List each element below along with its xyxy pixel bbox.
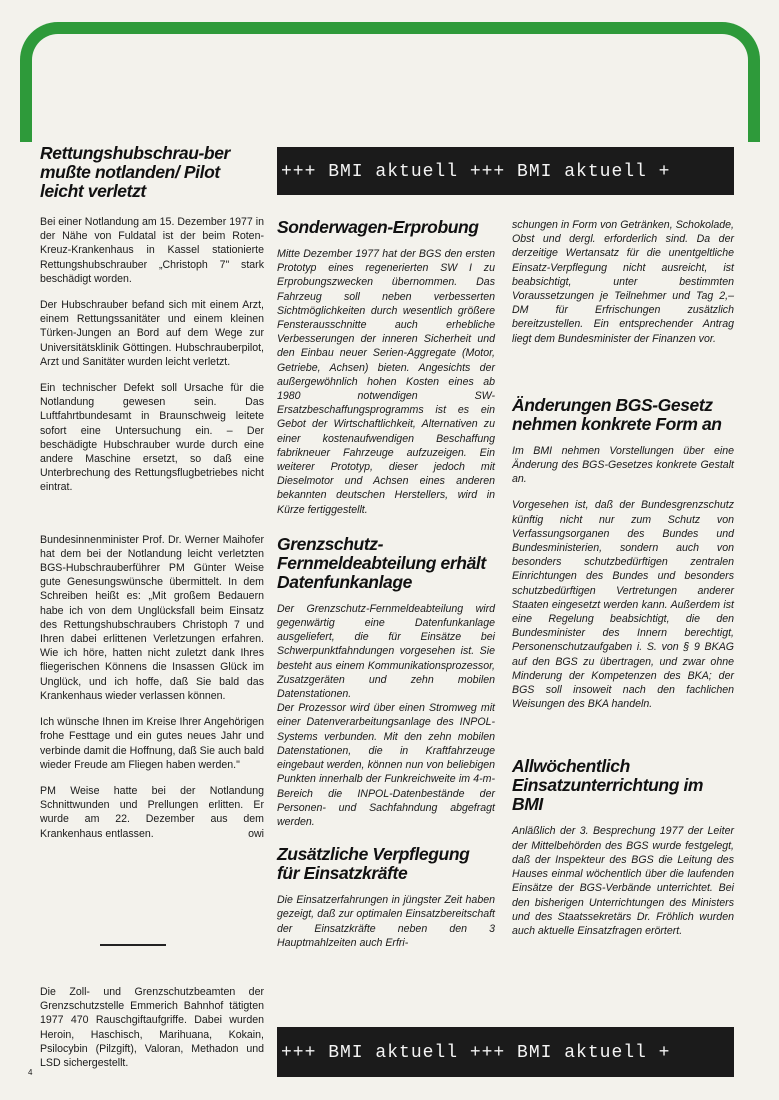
article-paragraph: Bundesinnenminister Prof. Dr. Werner Maihofer hat dem bei der Notlandung leicht verletzten BGS-Hubschrauberführer PM Günter Weise gute Genesungswünsche übermittelt. In dem Schreiben heißt es: „Mit großem Bedauern habe ich von dem Unglücksfall beim Einsatz des Rettungshubschraubers Christoph 7 und Ihren dabei erlittenen Verletzungen erfahren. Wie ich höre, hatten nicht zuletzt dank Ihres fliegerischen Könnens die Insassen Glück im Unglück, und ich hoffe, daß Sie bald das Krankenhaus wieder verlassen können. [40, 533, 264, 702]
article-paragraph: Ich wünsche Ihnen im Kreise Ihrer Angehörigen frohe Festtage und ein gutes neues Jahr und verbinde damit die Hoffnung, daß Sie auch bald wieder Freude am Fliegen haben werden." [40, 716, 264, 771]
right-column [512, 218, 734, 950]
article-paragraph: Im BMI nehmen Vorstellungen über eine Änderung des BGS-Gesetzes konkrete Gestalt an. [512, 444, 734, 486]
headline-allwoechentlich: Allwöchentlich Einsatzunterrichtung im BMI [512, 756, 704, 815]
headline-sonderwagen: Sonderwagen-Erprobung [277, 217, 479, 237]
article-paragraph: Mitte Dezember 1977 hat der BGS den ersten Prototyp eines regenerierten SW I zu Erprobungszwecken übernommen. Das Fahrzeug soll neben verbesserten Sichtmöglichkeiten durch wesentlich größere Fensterausschnitte auch erhebliche Verbesserungen der inneren Sicherheit und den Einbau neuer Serien-Aggregate (Motor, Getriebe, Achsen) bieten. Angesichts der außergewöhnlich hohen Kosten eines ab 1980 notwendigen SW-Ersatzbeschaffungsprogramms ist es ein Gebot der Wirtschaftlichkeit, Alternativen zu einer kostenaufwendigen Beschaffung fabrikneuer Fahrzeuge aufzuzeigen. Ein weiterer Prototyp, dieser jedoch mit Dieselmotor und Achsen eines anderen bekannten deutschen Herstellers, wird in Kürze fertiggestellt. [277, 248, 495, 516]
middle-column [277, 218, 495, 962]
article-paragraph: schungen in Form von Getränken, Schokolade, Obst und dergl. erforderlich sind. Da der derzeitige Wertansatz für die unentgeltliche Einsatz-Verpflegung nicht ausreicht, ist beabsichtigt, unter bestimmten Voraussetzungen je Teilnehmer und Tag 2,– DM für Erfrischungen zusätzlich bereitzustellen. Ein entsprechender Antrag liegt dem Bundesminister der Finanzen vor. [512, 219, 734, 345]
page-number: 4 [28, 1068, 33, 1077]
headline-rettungshubschrauber: Rettungshubschrau-ber mußte notlanden/ Pilot leicht verletzt [40, 143, 230, 201]
green-page-frame [20, 22, 760, 142]
article-paragraph: Die Einsatzerfahrungen in jüngster Zeit haben gezeigt, daß zur optimalen Einsatzbereitschaft der Einsatzkräfte neben den 3 Hauptmahlzeiten auch Erfri- [277, 894, 495, 949]
headline-grenzschutz-fernmeldeabteilung: Grenzschutz-Fernmeldeabteilung erhält Datenfunkanlage [277, 533, 486, 592]
article-paragraph: Der Grenzschutz-Fernmeldeabteilung wird gegenwärtig eine Datenfunkanlage ausgeliefert, die für Einsätze bei Schwerpunktfahndungen vorgesehen ist. Sie besteht aus einem Kommunikationsprozessor, Zusatzgeräten und zehn mobilen Datenstationen. [277, 602, 495, 701]
article-paragraph: Der Prozessor wird über einen Stromweg mit einer Datenverarbeitungsanlage des INPOL-Systems verbunden. Mit den zehn mobilen Datenstationen, die in Kraftfahrzeuge eingebaut werden, können nun von beliebigen Punkten innerhalb der Funkreichweite im 4-m-Bereich die INPOL-Datenbestände der Personen- und Sachfahndung abgefragt werden. [277, 702, 495, 828]
article-paragraph: Anläßlich der 3. Besprechung 1977 der Leiter der Mittelbehörden des BGS wurde festgelegt, daß der Inspekteur des BGS die Leitung des Hauses einmal wöchentlich über die laufenden Einsätze der BGS-Verbände unterrichtet. Bei den bisherigen Unterrichtungen des Ministers und des Staatssekretärs Dr. Fröhlich wurden auch aktuelle Einsatzfragen erörtert. [512, 825, 734, 937]
left-column-bottom [40, 985, 264, 1082]
bmi-aktuell-banner-bottom: +++ BMI aktuell +++ BMI aktuell + [277, 1027, 734, 1077]
article-paragraph: Vorgesehen ist, daß der Bundesgrenzschutz künftig nicht nur zum Schutz von Verfassungsorganen des Bundes und Bundesministerien, sondern auch von besonders schutzbedürftigen zentralen Einrichtungen des Bundes und besonders schutzbedürftigen Vertretungen anderer Staaten eingesetzt werden kann. Außerdem ist eine Regelung beabsichtigt, die den Bundesminister des Innern berechtigt, Personenschutzaufgaben i. S. von § 9 BKAG auf den BGS zu übertragen, und zwar ohne Minderung der Kompetenzen des BKA; der BGS soll insoweit nach den fachlichen Weisungen des BKA handeln. [512, 499, 734, 711]
article-paragraph: Der Hubschrauber befand sich mit einem Arzt, einem Rettungssanitäter und einem kleinen Türken-Jungen an Bord auf dem Wege zur Universitätsklinik Göttingen. Hubschrauberpilot, Arzt und Sanitäter wurden leicht verletzt. [40, 299, 264, 368]
bmi-aktuell-banner-top: +++ BMI aktuell +++ BMI aktuell + [277, 147, 734, 195]
article-paragraph: Ein technischer Defekt soll Ursache für die Notlandung gewesen sein. Das Luftfahrtbundesamt in Braunschweig leitete sofort eine Untersuchung ein. – Der beschädigte Hubschrauber wurde durch eine andere Maschine ersetzt, so daß eine Unterbrechung des Rettungsflugbetriebes nicht eintrat. [40, 382, 264, 494]
author-signature: owi [248, 827, 264, 840]
headline-zusaetzliche-verpflegung: Zusätzliche Verpflegung für Einsatzkräfte [277, 844, 470, 884]
headline-aenderungen-bgs-gesetz: Änderungen BGS-Gesetz nehmen konkrete Form an [512, 394, 722, 434]
article-paragraph: Bei einer Notlandung am 15. Dezember 1977 in der Nähe von Fuldatal ist der beim Roten-Kreuz-Krankenhaus in Kassel stationierte Rettungshubschrauber „Christoph 7" stark beschädigt worden. [40, 216, 264, 285]
section-divider [100, 944, 166, 946]
left-column [40, 144, 264, 841]
article-paragraph: Die Zoll- und Grenzschutzbeamten der Grenzschutzstelle Emmerich Bahnhof tätigten 1977 470 Rauschgiftaufgriffe. Dabei wurden Heroin, Haschisch, Marihuana, Kokain, Psilocybin (Pilzgift), Valoran, Methadon und LSD sichergestellt. [40, 986, 264, 1070]
article-paragraph: PM Weise hatte bei der Notlandung Schnittwunden und Prellungen erlitten. Er wurde am 22. Dezember aus dem Krankenhaus entlassen. owi [40, 784, 264, 840]
